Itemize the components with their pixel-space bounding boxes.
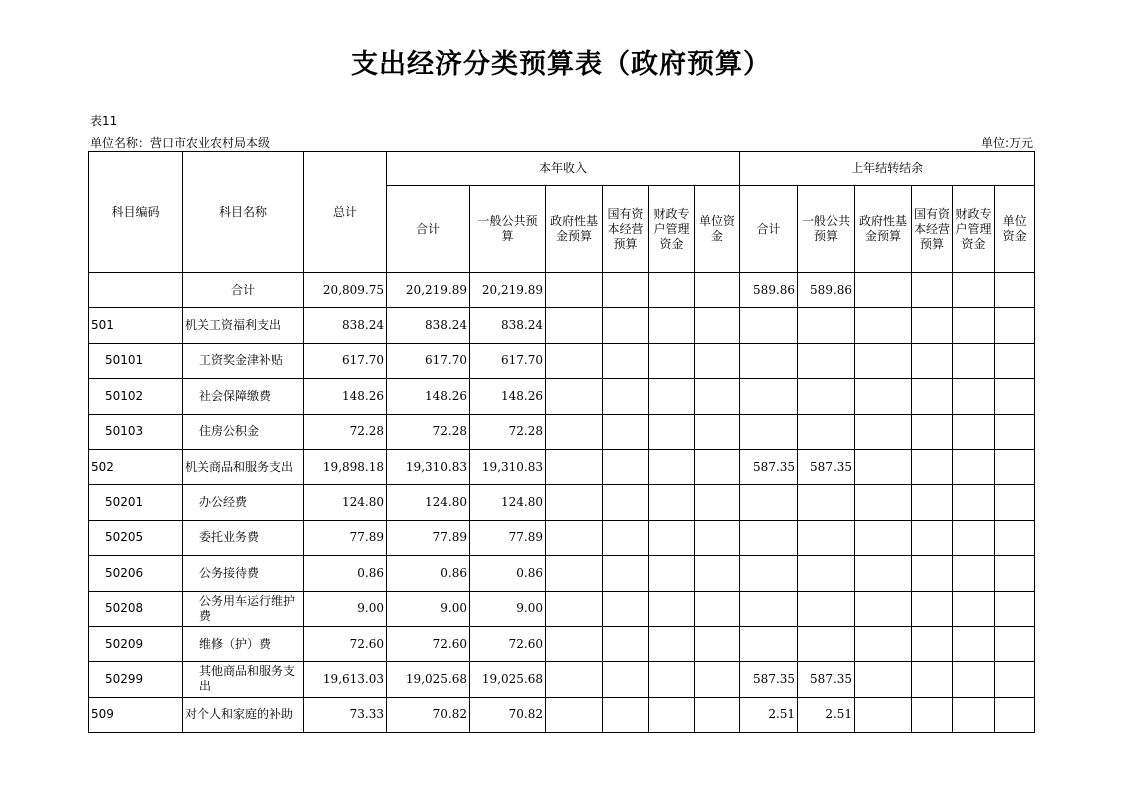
prior-unit-funds-cell (995, 273, 1035, 308)
current-gov-fund-cell (546, 520, 603, 555)
prior-gov-fund-cell (855, 273, 912, 308)
subject-name-cell: 其他商品和服务支出 (183, 662, 304, 697)
current-special-account-cell (649, 308, 695, 343)
current-sum-cell: 77.89 (387, 520, 470, 555)
prior-gov-fund-cell (855, 343, 912, 378)
prior-gov-fund-cell (855, 520, 912, 555)
header-current-general-budget: 一般公共预算 (470, 186, 546, 273)
prior-general-cell (798, 343, 855, 378)
current-gov-fund-cell (546, 308, 603, 343)
unit-label: 单位:万元 (980, 136, 1033, 150)
current-general-cell: 20,219.89 (470, 273, 546, 308)
current-special-account-cell (649, 485, 695, 520)
subject-name-cell: 机关商品和服务支出 (183, 449, 304, 484)
header-prior-special-account: 财政专户管理资金 (953, 186, 995, 273)
current-general-cell: 148.26 (470, 379, 546, 414)
header-code: 科目编码 (89, 152, 183, 273)
prior-state-capital-cell (912, 662, 953, 697)
prior-special-account-cell (953, 485, 995, 520)
total-cell: 72.28 (304, 414, 387, 449)
current-sum-cell: 148.26 (387, 379, 470, 414)
header-name: 科目名称 (183, 152, 304, 273)
table-row (89, 273, 1035, 308)
header-prior-unit-funds: 单位资金 (995, 186, 1035, 273)
header-current-unit-funds: 单位资金 (695, 186, 740, 273)
prior-gov-fund-cell (855, 308, 912, 343)
current-sum-cell: 9.00 (387, 591, 470, 626)
unit-name: 单位名称：营口市农业农村局本级 (90, 136, 271, 150)
prior-gov-fund-cell (855, 379, 912, 414)
prior-special-account-cell (953, 379, 995, 414)
prior-unit-funds-cell (995, 449, 1035, 484)
total-cell: 124.80 (304, 485, 387, 520)
prior-unit-funds-cell (995, 520, 1035, 555)
prior-state-capital-cell (912, 591, 953, 626)
subject-name-cell: 公务用车运行维护费 (183, 591, 304, 626)
current-state-capital-cell (603, 520, 649, 555)
current-general-cell: 72.28 (470, 414, 546, 449)
prior-general-cell (798, 379, 855, 414)
current-unit-funds-cell (695, 697, 740, 732)
current-general-cell: 72.60 (470, 626, 546, 661)
prior-unit-funds-cell (995, 379, 1035, 414)
current-general-cell: 838.24 (470, 308, 546, 343)
prior-general-cell (798, 591, 855, 626)
table-row (89, 697, 1035, 732)
prior-special-account-cell (953, 343, 995, 378)
current-gov-fund-cell (546, 697, 603, 732)
prior-general-cell (798, 556, 855, 591)
prior-state-capital-cell (912, 379, 953, 414)
subject-code-cell: 50102 (89, 379, 183, 414)
current-unit-funds-cell (695, 414, 740, 449)
subject-code-cell (89, 273, 183, 308)
prior-state-capital-cell (912, 485, 953, 520)
subject-code-cell: 50103 (89, 414, 183, 449)
prior-special-account-cell (953, 273, 995, 308)
current-state-capital-cell (603, 379, 649, 414)
subject-name-cell: 办公经费 (183, 485, 304, 520)
subject-name-cell: 机关工资福利支出 (183, 308, 304, 343)
table-row (89, 343, 1035, 378)
prior-general-cell: 2.51 (798, 697, 855, 732)
current-unit-funds-cell (695, 556, 740, 591)
table-row (89, 414, 1035, 449)
prior-sum-cell (740, 379, 798, 414)
total-cell: 72.60 (304, 626, 387, 661)
total-cell: 73.33 (304, 697, 387, 732)
header-current-state-capital: 国有资本经营预算 (603, 186, 649, 273)
current-general-cell: 19,025.68 (470, 662, 546, 697)
table-number: 表11 (90, 114, 118, 128)
header-prior-gov-fund: 政府性基金预算 (855, 186, 912, 273)
prior-special-account-cell (953, 626, 995, 661)
prior-general-cell: 587.35 (798, 449, 855, 484)
prior-special-account-cell (953, 662, 995, 697)
total-cell: 20,809.75 (304, 273, 387, 308)
subject-code-cell: 50101 (89, 343, 183, 378)
prior-sum-cell (740, 520, 798, 555)
prior-special-account-cell (953, 308, 995, 343)
total-cell: 838.24 (304, 308, 387, 343)
prior-gov-fund-cell (855, 449, 912, 484)
prior-state-capital-cell (912, 626, 953, 661)
current-general-cell: 77.89 (470, 520, 546, 555)
prior-gov-fund-cell (855, 414, 912, 449)
prior-state-capital-cell (912, 273, 953, 308)
header-current-year-income: 本年收入 (387, 152, 740, 186)
subject-name-cell: 工资奖金津补贴 (183, 343, 304, 378)
prior-gov-fund-cell (855, 591, 912, 626)
current-state-capital-cell (603, 626, 649, 661)
subject-code-cell: 50209 (89, 626, 183, 661)
current-special-account-cell (649, 626, 695, 661)
total-cell: 617.70 (304, 343, 387, 378)
prior-special-account-cell (953, 520, 995, 555)
prior-sum-cell: 589.86 (740, 273, 798, 308)
prior-special-account-cell (953, 697, 995, 732)
prior-sum-cell (740, 626, 798, 661)
table-row (89, 449, 1035, 484)
prior-unit-funds-cell (995, 485, 1035, 520)
subject-name-cell: 委托业务费 (183, 520, 304, 555)
current-state-capital-cell (603, 449, 649, 484)
prior-general-cell (798, 520, 855, 555)
prior-sum-cell (740, 414, 798, 449)
prior-general-cell (798, 485, 855, 520)
prior-sum-cell: 2.51 (740, 697, 798, 732)
current-sum-cell: 0.86 (387, 556, 470, 591)
current-sum-cell: 124.80 (387, 485, 470, 520)
current-state-capital-cell (603, 485, 649, 520)
prior-sum-cell (740, 308, 798, 343)
total-cell: 19,898.18 (304, 449, 387, 484)
subject-name-cell: 住房公积金 (183, 414, 304, 449)
header-prior-year-carryover: 上年结转结余 (740, 152, 1035, 186)
current-general-cell: 9.00 (470, 591, 546, 626)
current-sum-cell: 20,219.89 (387, 273, 470, 308)
current-sum-cell: 838.24 (387, 308, 470, 343)
prior-general-cell (798, 626, 855, 661)
current-unit-funds-cell (695, 343, 740, 378)
prior-gov-fund-cell (855, 662, 912, 697)
current-state-capital-cell (603, 556, 649, 591)
current-unit-funds-cell (695, 449, 740, 484)
prior-gov-fund-cell (855, 626, 912, 661)
header-prior-state-capital: 国有资本经营预算 (912, 186, 953, 273)
table-row (89, 556, 1035, 591)
prior-general-cell: 589.86 (798, 273, 855, 308)
prior-gov-fund-cell (855, 485, 912, 520)
current-special-account-cell (649, 379, 695, 414)
total-cell: 0.86 (304, 556, 387, 591)
prior-general-cell (798, 308, 855, 343)
current-gov-fund-cell (546, 626, 603, 661)
current-state-capital-cell (603, 697, 649, 732)
header-current-special-account: 财政专户管理资金 (649, 186, 695, 273)
subject-code-cell: 509 (89, 697, 183, 732)
prior-unit-funds-cell (995, 343, 1035, 378)
subject-code-cell: 50206 (89, 556, 183, 591)
subject-name-cell: 对个人和家庭的补助 (183, 697, 304, 732)
current-gov-fund-cell (546, 485, 603, 520)
header-current-gov-fund: 政府性基金预算 (546, 186, 603, 273)
prior-gov-fund-cell (855, 697, 912, 732)
current-unit-funds-cell (695, 308, 740, 343)
current-general-cell: 70.82 (470, 697, 546, 732)
current-gov-fund-cell (546, 273, 603, 308)
current-special-account-cell (649, 273, 695, 308)
subject-code-cell: 50205 (89, 520, 183, 555)
table-row (89, 520, 1035, 555)
prior-sum-cell (740, 485, 798, 520)
current-gov-fund-cell (546, 591, 603, 626)
table-row (89, 308, 1035, 343)
header-prior-general-budget: 一般公共预算 (798, 186, 855, 273)
prior-general-cell: 587.35 (798, 662, 855, 697)
table-row (89, 591, 1035, 626)
subject-code-cell: 501 (89, 308, 183, 343)
prior-state-capital-cell (912, 520, 953, 555)
header-current-sum: 合计 (387, 186, 470, 273)
subject-code-cell: 502 (89, 449, 183, 484)
prior-unit-funds-cell (995, 697, 1035, 732)
current-unit-funds-cell (695, 379, 740, 414)
prior-gov-fund-cell (855, 556, 912, 591)
prior-unit-funds-cell (995, 556, 1035, 591)
prior-unit-funds-cell (995, 308, 1035, 343)
current-general-cell: 124.80 (470, 485, 546, 520)
prior-state-capital-cell (912, 308, 953, 343)
prior-state-capital-cell (912, 556, 953, 591)
current-unit-funds-cell (695, 520, 740, 555)
prior-sum-cell (740, 343, 798, 378)
subject-name-cell: 维修（护）费 (183, 626, 304, 661)
prior-state-capital-cell (912, 449, 953, 484)
current-gov-fund-cell (546, 449, 603, 484)
current-state-capital-cell (603, 343, 649, 378)
budget-table-body (89, 273, 1035, 733)
current-state-capital-cell (603, 273, 649, 308)
current-special-account-cell (649, 556, 695, 591)
current-gov-fund-cell (546, 379, 603, 414)
subject-name-cell: 社会保障缴费 (183, 379, 304, 414)
prior-state-capital-cell (912, 414, 953, 449)
prior-unit-funds-cell (995, 591, 1035, 626)
current-general-cell: 0.86 (470, 556, 546, 591)
prior-unit-funds-cell (995, 414, 1035, 449)
prior-sum-cell: 587.35 (740, 662, 798, 697)
current-special-account-cell (649, 520, 695, 555)
current-special-account-cell (649, 449, 695, 484)
total-cell: 148.26 (304, 379, 387, 414)
current-general-cell: 617.70 (470, 343, 546, 378)
prior-sum-cell: 587.35 (740, 449, 798, 484)
current-gov-fund-cell (546, 414, 603, 449)
subject-code-cell: 50201 (89, 485, 183, 520)
current-state-capital-cell (603, 414, 649, 449)
subject-name-cell: 合计 (183, 273, 304, 308)
prior-sum-cell (740, 556, 798, 591)
current-sum-cell: 70.82 (387, 697, 470, 732)
current-unit-funds-cell (695, 485, 740, 520)
prior-sum-cell (740, 591, 798, 626)
current-special-account-cell (649, 591, 695, 626)
prior-general-cell (798, 414, 855, 449)
prior-state-capital-cell (912, 697, 953, 732)
current-sum-cell: 19,310.83 (387, 449, 470, 484)
current-state-capital-cell (603, 591, 649, 626)
current-gov-fund-cell (546, 343, 603, 378)
table-row (89, 662, 1035, 697)
current-special-account-cell (649, 414, 695, 449)
subject-code-cell: 50208 (89, 591, 183, 626)
current-unit-funds-cell (695, 662, 740, 697)
header-total: 总计 (304, 152, 387, 273)
total-cell: 9.00 (304, 591, 387, 626)
current-special-account-cell (649, 662, 695, 697)
prior-unit-funds-cell (995, 662, 1035, 697)
current-special-account-cell (649, 343, 695, 378)
total-cell: 19,613.03 (304, 662, 387, 697)
current-unit-funds-cell (695, 273, 740, 308)
table-row (89, 485, 1035, 520)
prior-unit-funds-cell (995, 626, 1035, 661)
current-state-capital-cell (603, 662, 649, 697)
current-sum-cell: 72.28 (387, 414, 470, 449)
current-state-capital-cell (603, 308, 649, 343)
page-title: 支出经济分类预算表（政府预算） (351, 49, 771, 80)
header-prior-sum: 合计 (740, 186, 798, 273)
total-cell: 77.89 (304, 520, 387, 555)
budget-table (88, 151, 1035, 733)
current-gov-fund-cell (546, 662, 603, 697)
current-sum-cell: 19,025.68 (387, 662, 470, 697)
current-sum-cell: 617.70 (387, 343, 470, 378)
current-gov-fund-cell (546, 556, 603, 591)
subject-name-cell: 公务接待费 (183, 556, 304, 591)
current-unit-funds-cell (695, 591, 740, 626)
current-special-account-cell (649, 697, 695, 732)
subject-code-cell: 50299 (89, 662, 183, 697)
prior-state-capital-cell (912, 343, 953, 378)
current-general-cell: 19,310.83 (470, 449, 546, 484)
current-unit-funds-cell (695, 626, 740, 661)
prior-special-account-cell (953, 414, 995, 449)
prior-special-account-cell (953, 556, 995, 591)
prior-special-account-cell (953, 591, 995, 626)
table-row (89, 626, 1035, 661)
table-row (89, 379, 1035, 414)
current-sum-cell: 72.60 (387, 626, 470, 661)
prior-special-account-cell (953, 449, 995, 484)
